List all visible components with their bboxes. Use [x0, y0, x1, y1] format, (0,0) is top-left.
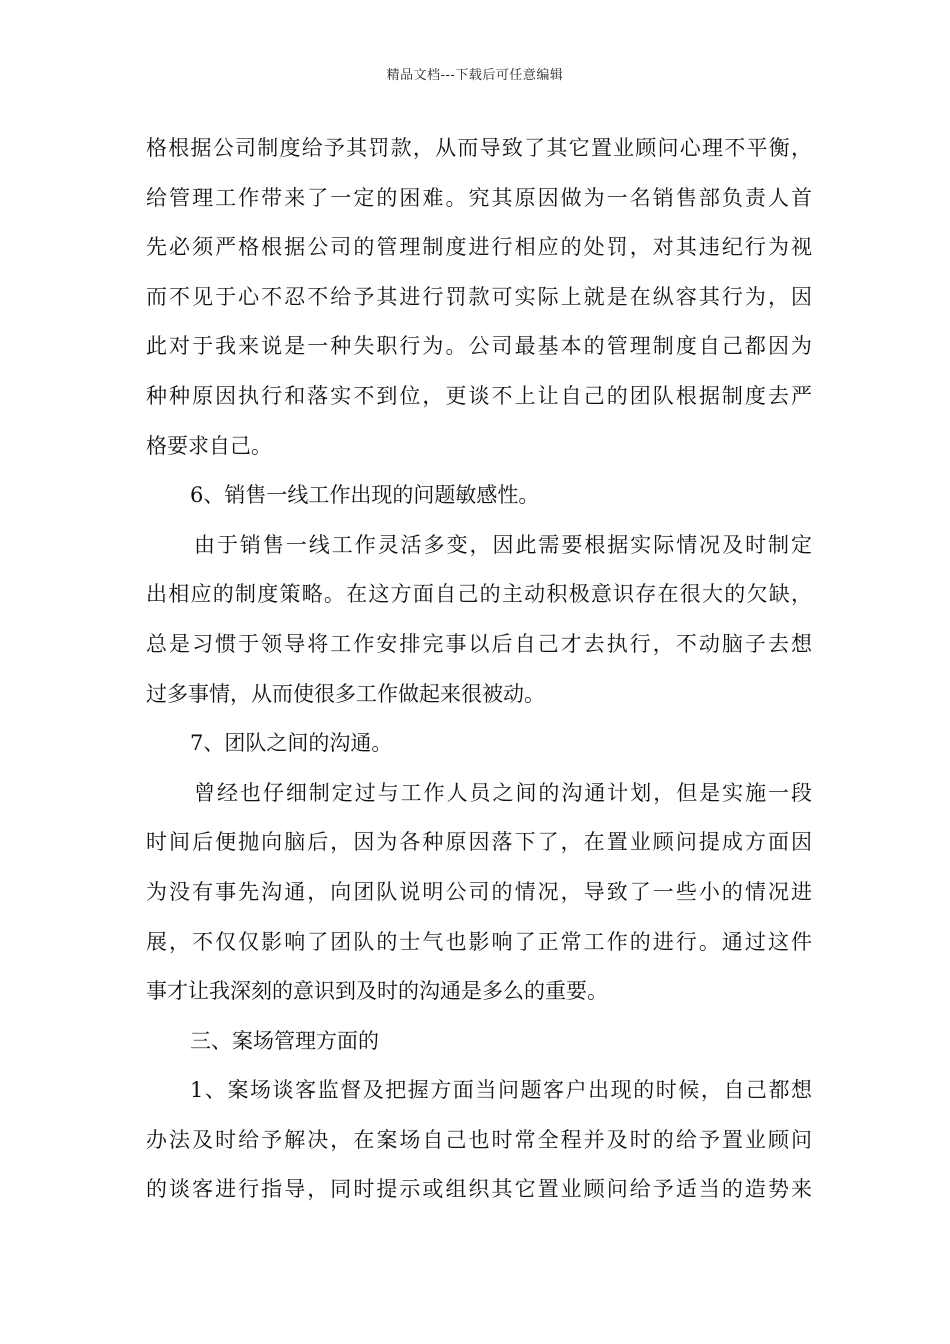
text-line: 此对于我来说是一种失职行为。公司最基本的管理制度自己都因为 — [146, 334, 812, 359]
text-line: 总是习惯于领导将工作安排完事以后自己才去执行，不动脑子去想 — [146, 631, 812, 656]
section-heading: 三、案场管理方面的 — [190, 1028, 379, 1053]
section-heading: 6、销售一线工作出现的问题敏感性。 — [190, 483, 540, 508]
text-line: 时间后便抛向脑后，因为各种原因落下了，在置业顾问提成方面因 — [146, 830, 812, 855]
text-line: 事才让我深刻的意识到及时的沟通是多么的重要。 — [146, 979, 608, 1004]
page-header: 精品文档---下载后可任意编辑 — [386, 68, 564, 83]
text-line: 办法及时给予解决，在案场自己也时常全程并及时的给予置业顾问 — [146, 1127, 812, 1152]
text-line: 过多事情，从而使很多工作做起来很被动。 — [146, 681, 545, 706]
text-line: 先必须严格根据公司的管理制度进行相应的处罚，对其违纪行为视 — [146, 235, 812, 260]
text-line: 展，不仅仅影响了团队的士气也影响了正常工作的进行。通过这件 — [146, 929, 812, 954]
document-body — [146, 124, 812, 1215]
text-line: 为没有事先沟通，向团队说明公司的情况，导致了一些小的情况进 — [146, 879, 812, 904]
text-line: 出相应的制度策略。在这方面自己的主动积极意识存在很大的欠缺， — [146, 582, 812, 607]
section-heading: 7、团队之间的沟通。 — [190, 731, 393, 756]
text-line: 而不见于心不忍不给予其进行罚款可实际上就是在纵容其行为，因 — [146, 284, 812, 309]
text-line: 曾经也仔细制定过与工作人员之间的沟通计划，但是实施一段 — [194, 780, 812, 805]
text-line: 给管理工作带来了一定的困难。究其原因做为一名销售部负责人首 — [146, 185, 812, 210]
text-line: 1、案场谈客监督及把握方面当问题客户出现的时候，自己都想 — [190, 1078, 812, 1103]
text-line: 格根据公司制度给予其罚款，从而导致了其它置业顾问心理不平衡， — [146, 136, 812, 160]
text-line: 由于销售一线工作灵活多变，因此需要根据实际情况及时制定 — [194, 532, 812, 557]
text-line: 的谈客进行指导，同时提示或组织其它置业顾问给予适当的造势来 — [146, 1177, 812, 1202]
text-line: 格要求自己。 — [146, 433, 272, 458]
text-line: 种种原因执行和落实不到位，更谈不上让自己的团队根据制度去严 — [146, 383, 812, 408]
